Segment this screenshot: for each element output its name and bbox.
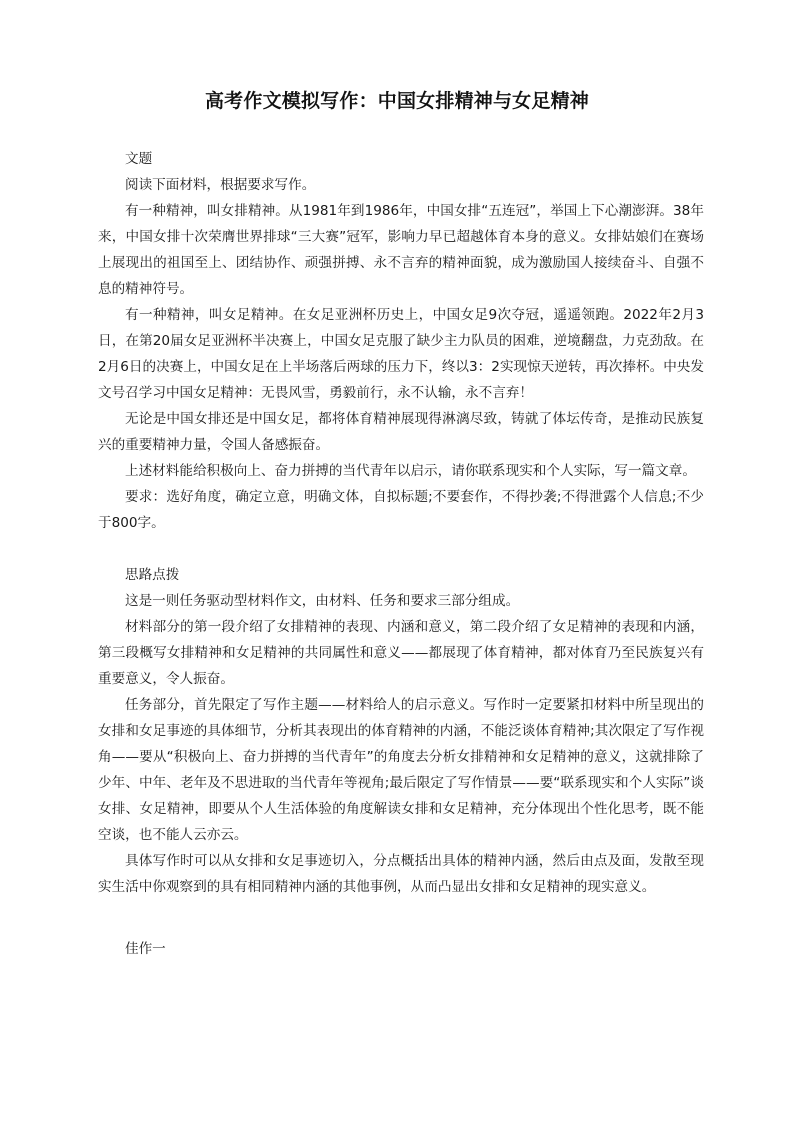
prompt-paragraph: 要求：选好角度，确定立意，明确文体，自拟标题;不要套作，不得抄袭;不得泄露个人信息;不少于800字。 bbox=[98, 489, 704, 531]
prompt-paragraph: 无论是中国女排还是中国女足，都将体育精神展现得淋漓尽致，铸就了体坛传奇，是推动民族复兴的重要精神力量，令国人备感振奋。 bbox=[98, 411, 704, 453]
document-body bbox=[98, 146, 704, 962]
guidance-paragraph: 任务部分，首先限定了写作主题——材料给人的启示意义。写作时一定要紧扣材料中所呈现出的女排和女足事迹的具体细节，分析其表现出的体育精神的内涵，不能泛谈体育精神;其次限定了写作视角——要从“积极向上、奋力拼搏的当代青年”的角度去分析女排精神和女足精神的意义，这就排除了少年、中年、老年及不思进取的当代青年等视角;最后限定了写作情景——要“联系现实和个人实际”谈女排、女足精神，即要从个人生活体验的角度解读女排和女足精神，充分体现出个性化思考，既不能空谈，也不能人云亦云。 bbox=[98, 697, 704, 843]
document-title: 高考作文模拟写作：中国女排精神与女足精神 bbox=[204, 90, 589, 112]
prompt-paragraph: 有一种精神，叫女排精神。从1981年到1986年，中国女排“五连冠”，举国上下心潮澎湃。38年来，中国女排十次荣膺世界排球“三大赛”冠军，影响力早已超越体育本身的意义。女排姑娘们在赛场上展现出的祖国至上、团结协作、顽强拼搏、永不言弃的精神面貌，成为激励国人接续奋斗、自强不息的精神符号。 bbox=[98, 203, 704, 297]
guidance-paragraph: 材料部分的第一段介绍了女排精神的表现、内涵和意义，第二段介绍了女足精神的表现和内涵，第三段概写女排精神和女足精神的共同属性和意义——都展现了体育精神，都对体育乃至民族复兴有重要意义，令人振奋。 bbox=[98, 619, 704, 687]
guidance-paragraph: 这是一则任务驱动型材料作文，由材料、任务和要求三部分组成。 bbox=[125, 593, 520, 609]
guidance-paragraph: 具体写作时可以从女排和女足事迹切入，分点概括出具体的精神内涵，然后由点及面，发散至现实生活中你观察到的具有相同精神内涵的其他事例，从而凸显出女排和女足精神的现实意义。 bbox=[98, 853, 704, 895]
section-spacer bbox=[98, 536, 704, 562]
section-heading-sample: 佳作一 bbox=[125, 941, 166, 957]
prompt-paragraph: 阅读下面材料，根据要求写作。 bbox=[125, 177, 316, 193]
section-heading-prompt: 文题 bbox=[125, 151, 153, 167]
section-spacer bbox=[98, 900, 704, 926]
prompt-paragraph: 有一种精神，叫女足精神。在女足亚洲杯历史上，中国女足9次夺冠，遥遥领跑。2022年2月3日，在第20届女足亚洲杯半决赛上，中国女足克服了缺少主力队员的困难，逆境翻盘，力克劲敌。在2月6日的决赛上，中国女足在上半场落后两球的压力下，终以3：2实现惊天逆转，再次捧杯。中央发文号召学习中国女足精神：无畏风雪，勇毅前行，永不认输，永不言弃！ bbox=[98, 307, 704, 401]
section-heading-guidance: 思路点拨 bbox=[125, 567, 180, 583]
section-spacer bbox=[98, 926, 704, 936]
prompt-paragraph: 上述材料能给积极向上、奋力拼搏的当代青年以启示，请你联系现实和个人实际，写一篇文章。 bbox=[125, 463, 696, 479]
